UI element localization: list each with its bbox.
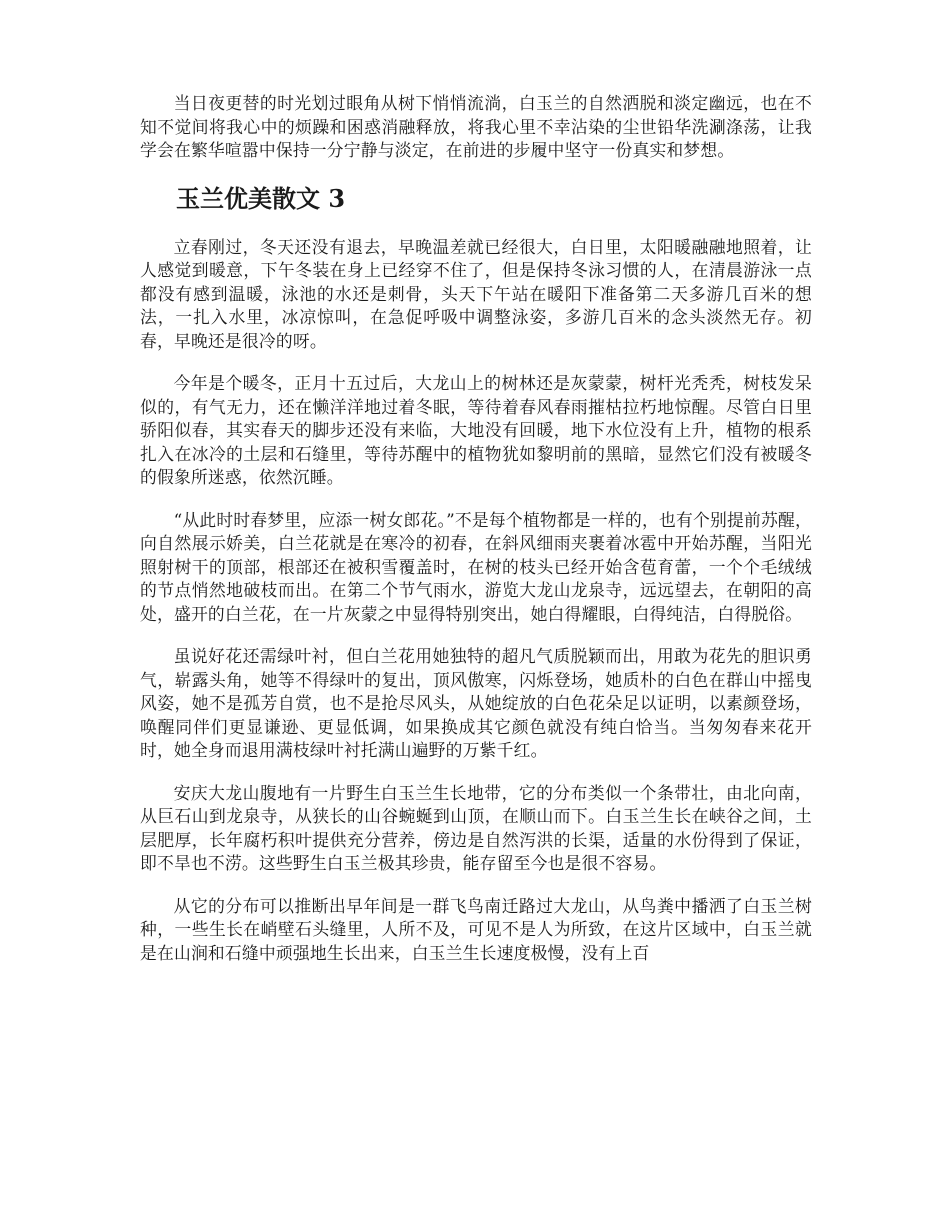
intro-paragraph: 当日夜更替的时光划过眼角从树下悄悄流淌，白玉兰的自然洒脱和淡定幽远，也在不知不觉间将我心中的烦躁和困惑消融释放，将我心里不幸沾染的尘世铅华洗涮涤荡，让我学会在繁华喧嚣中保持一分宁静与淡定，在前进的步履中坚守一份真实和梦想。 xyxy=(140,93,812,160)
document-page xyxy=(140,92,812,984)
paragraph-6: 从它的分布可以推断出早年间是一群飞鸟南迁路过大龙山，从鸟粪中播洒了白玉兰树种，一些生长在峭壁石头缝里，人所不及，可见不是人为所致，在这片区域中，白玉兰就是在山涧和石缝中顽强地生长出来，白玉兰生长速度极慢，没有上百 xyxy=(140,895,812,963)
paragraph-2: 今年是个暖冬，正月十五过后，大龙山上的树林还是灰蒙蒙，树杆光秃秃，树枝发呆似的，有气无力，还在懒洋洋地过着冬眠，等待着春风春雨摧枯拉朽地惊醒。尽管白日里骄阳似春，其实春天的脚步还没有来临，大地没有回暖，地下水位没有上升，植物的根系扎入在冰冷的土层和石缝里，等待苏醒中的植物犹如黎明前的黑暗，显然它们没有被暖冬的假象所迷惑，依然沉睡。 xyxy=(140,373,812,487)
paragraph-1: 立春刚过，冬天还没有退去，早晚温差就已经很大，白日里，太阳暖融融地照着，让人感觉到暖意，下午冬装在身上已经穿不住了，但是保持冬泳习惯的人，在清晨游泳一点都没有感到温暖，泳池的水还是刺骨，头天下午站在暖阳下准备第二天多游几百米的想法，一扎入水里，冰凉惊叫，在急促呼吸中调整泳姿，多游几百米的念头淡然无存。初春，早晚还是很冷的呀。 xyxy=(140,236,812,351)
section-title: 玉兰优美散文 3 xyxy=(176,183,346,213)
paragraph-3: “从此时时春梦里，应添一树女郎花。”不是每个植物都是一样的，也有个别提前苏醒，向自然展示娇美，白兰花就是在寒冷的初春，在斜风细雨夹裹着冰雹中开始苏醒，当阳光照射树干的顶部，根部还在被积雪覆盖时，在树的枝头已经开始含苞育蕾，一个个毛绒绒的节点悄然地破枝而出。在第二个节气雨水，游览大龙山龙泉寺，远远望去，在朝阳的高处，盛开的白兰花，在一片灰蒙之中显得特别突出，她白得耀眼，白得纯洁，白得脱俗。 xyxy=(140,509,812,624)
paragraph-4: 虽说好花还需绿叶衬，但白兰花用她独特的超凡气质脱颖而出，用敢为花先的胆识勇气，崭露头角，她等不得绿叶的复出，顶风傲寒，闪烁登场，她质朴的白色在群山中摇曳风姿，她不是孤芳自赏，也不是抢尽风头，从她绽放的白色花朵足以证明，以素颜登场，唤醒同伴们更显谦逊、更显低调，如果换成其它颜色就没有纯白恰当。当匆匆春来花开时，她全身而退用满枝绿叶衬托满山遍野的万紫千红。 xyxy=(140,646,812,760)
paragraph-5: 安庆大龙山腹地有一片野生白玉兰生长地带，它的分布类似一个条带壮，由北向南，从巨石山到龙泉寺，从狭长的山谷蜿蜒到山顶，在顺山而下。白玉兰生长在峡谷之间，土层肥厚，长年腐朽积叶提供充分营养，傍边是自然泻洪的长渠，适量的水份得到了保证，即不旱也不涝。这些野生白玉兰极其珍贵，能存留至今也是很不容易。 xyxy=(140,782,812,873)
